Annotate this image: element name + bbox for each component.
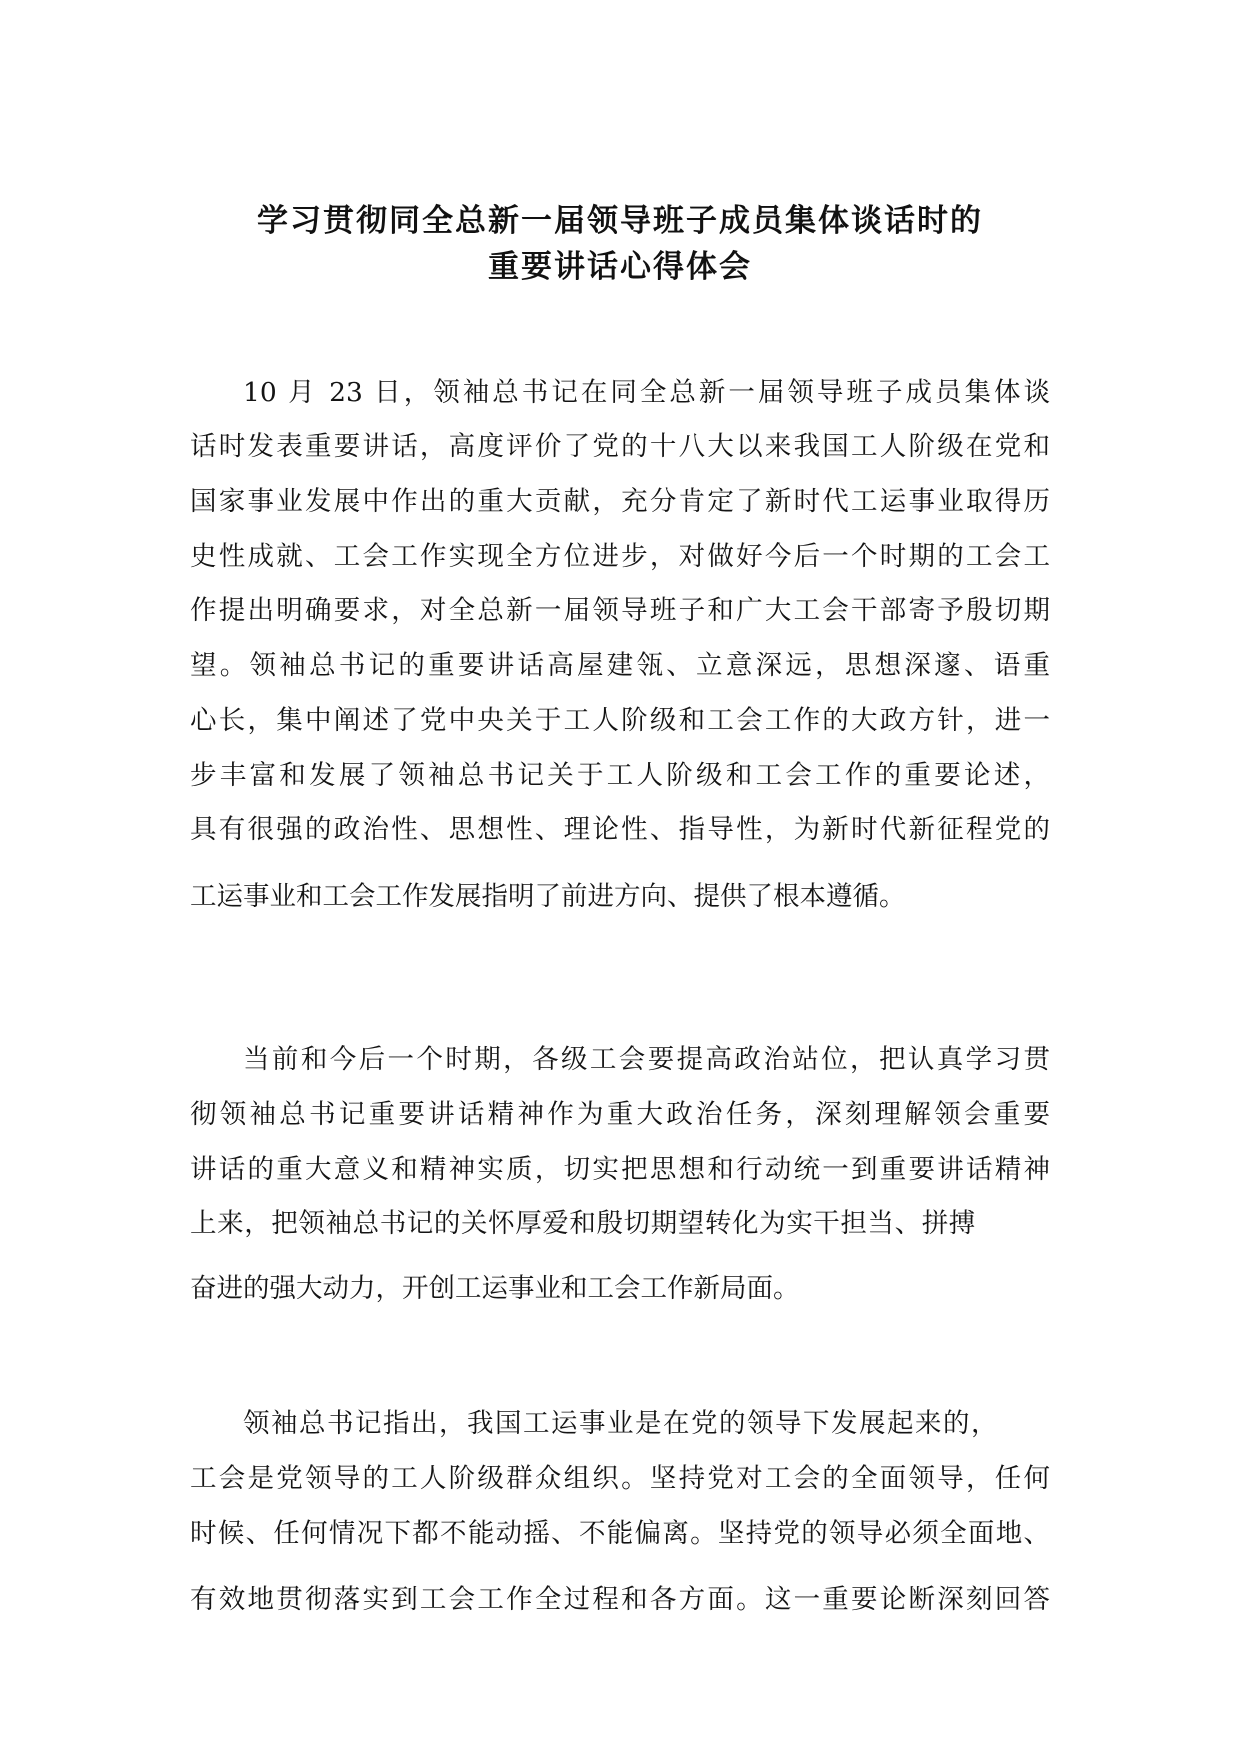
paragraph-1-line-4: 史性成就、工会工作实现全方位进步，对做好今后一个时期的工会工: [190, 541, 1050, 572]
paragraph-2-line-1: 当前和今后一个时期，各级工会要提高政治站位，把认真学习贯: [243, 1044, 1050, 1075]
paragraph-1-line-9: 具有很强的政治性、思想性、理论性、指导性，为新时代新征程党的: [190, 814, 1050, 845]
paragraph-1-line-5: 作提出明确要求，对全总新一届领导班子和广大工会干部寄予殷切期: [190, 595, 1050, 626]
paragraph-2-line-3: 讲话的重大意义和精神实质，切实把思想和行动统一到重要讲话精神: [190, 1154, 1050, 1185]
paragraph-1-line-2: 话时发表重要讲话，高度评价了党的十八大以来我国工人阶级在党和: [190, 431, 1050, 462]
paragraph-2-line-4: 上来，把领袖总书记的关怀厚爱和殷切期望转化为实干担当、拼搏: [190, 1208, 976, 1239]
paragraph-1-line-1: 10 月 23 日，领袖总书记在同全总新一届领导班子成员集体谈: [243, 377, 1050, 408]
paragraph-2-line-5: 奋进的强大动力，开创工运事业和工会工作新局面。: [190, 1273, 800, 1304]
paragraph-1-line-10: 工运事业和工会工作发展指明了前进方向、提供了根本遵循。: [190, 881, 906, 912]
paragraph-3-line-3: 时候、任何情况下都不能动摇、不能偏离。坚持党的领导必须全面地、: [190, 1518, 1050, 1549]
paragraph-3-line-4: 有效地贯彻落实到工会工作全过程和各方面。这一重要论断深刻回答: [190, 1584, 1050, 1615]
paragraph-2-line-2: 彻领袖总书记重要讲话精神作为重大政治任务，深刻理解领会重要: [190, 1099, 1050, 1130]
document-title-line-1: 学习贯彻同全总新一届领导班子成员集体谈话时的: [257, 203, 983, 239]
document-title-line-2: 重要讲话心得体会: [488, 249, 752, 285]
paragraph-1-line-8: 步丰富和发展了领袖总书记关于工人阶级和工会工作的重要论述，: [190, 760, 1050, 791]
paragraph-3-line-2: 工会是党领导的工人阶级群众组织。坚持党对工会的全面领导，任何: [190, 1463, 1050, 1494]
paragraph-3-line-1: 领袖总书记指出，我国工运事业是在党的领导下发展起来的，: [243, 1408, 999, 1439]
paragraph-1-line-6: 望。领袖总书记的重要讲话高屋建瓴、立意深远，思想深邃、语重: [190, 650, 1050, 681]
paragraph-1-line-7: 心长，集中阐述了党中央关于工人阶级和工会工作的大政方针，进一: [190, 705, 1050, 736]
paragraph-1-line-3: 国家事业发展中作出的重大贡献，充分肯定了新时代工运事业取得历: [190, 486, 1050, 517]
